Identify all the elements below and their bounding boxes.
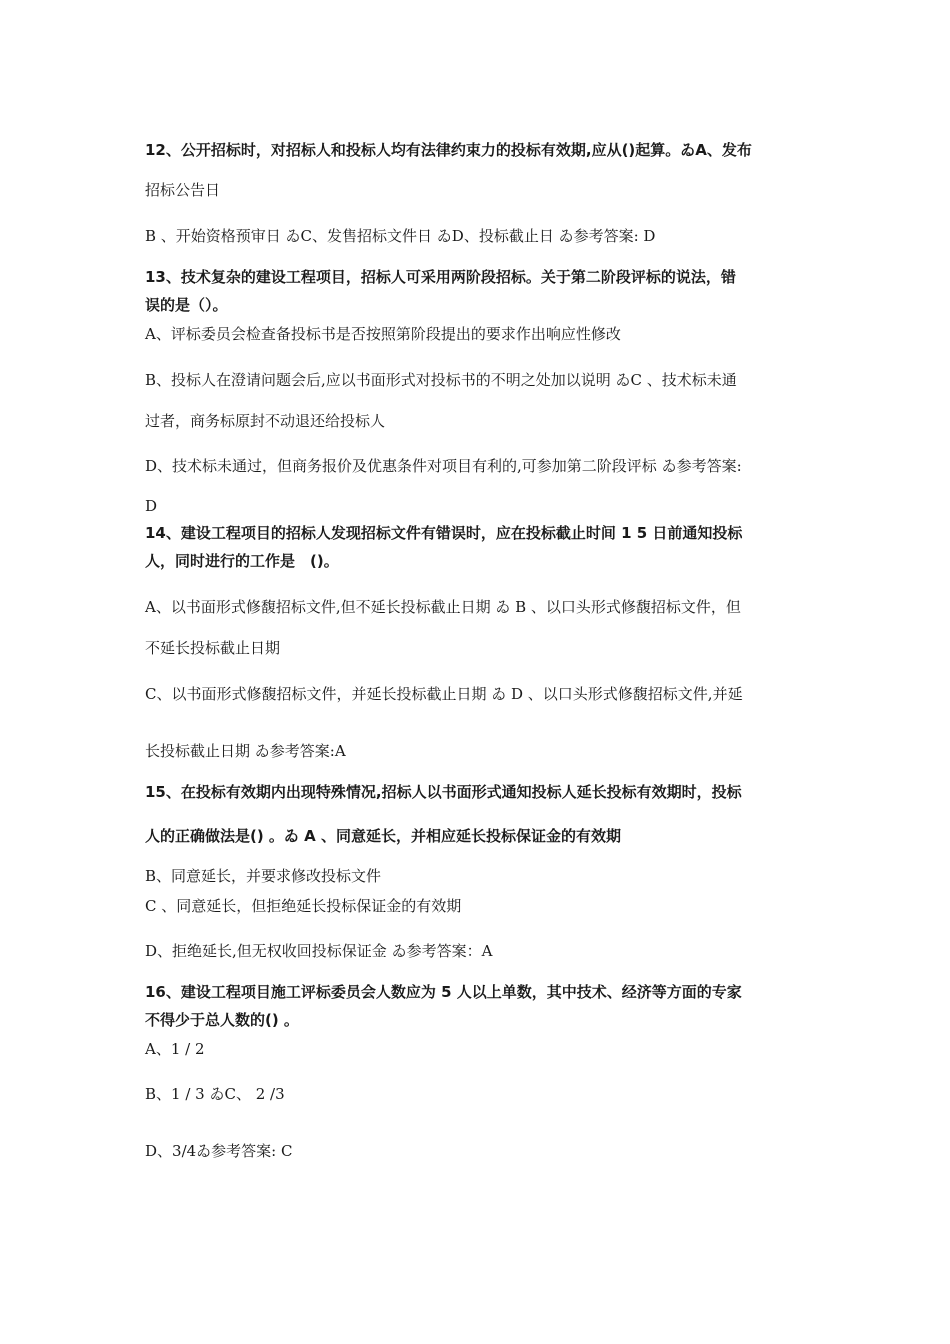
- question-13-option-a: A、评标委员会检查备投标书是否按照第阶段提出的要求作出响应性修改: [145, 325, 621, 343]
- question-14-answer: 长投标截止日期 ゐ参考答案:A: [145, 742, 346, 760]
- question-14-option-b-cont: 不延长投标截止日期: [145, 639, 281, 657]
- question-14-options-ab: A、以书面形式修馥招标文件,但不延长投标截止日期 ゐ B 、以口头形式修馥招标文件，但: [145, 598, 741, 616]
- question-13-option-d: D、技术标未通过，但商务报价及优惠条件对项目有利的,可参加第二阶段评标 ゐ参考答案:: [145, 457, 742, 475]
- question-16-line-2: 不得少于总人数的() 。: [145, 1011, 299, 1029]
- question-13-answer: D: [145, 497, 158, 515]
- question-12-options: B 、开始资格预审日 ゐC、发售招标文件日 ゐD、投标截止日 ゐ参考答案: D: [145, 227, 656, 245]
- question-13-line-1: 13、技术复杂的建设工程项目，招标人可采用两阶段招标。关于第二阶段评标的说法，错: [145, 268, 736, 286]
- question-15-line-2: 人的正确做法是() 。ゐ A 、同意延长，并相应延长投标保证金的有效期: [145, 827, 621, 845]
- question-15-option-c: C 、同意延长，但拒绝延长投标保证金的有效期: [145, 897, 462, 915]
- question-13-option-c: 过者，商务标原封不动退还给投标人: [145, 412, 386, 430]
- question-14-line-1: 14、建设工程项目的招标人发现招标文件有错误时，应在投标截止时间 1 5 日前通知投标: [145, 524, 743, 542]
- question-13-line-2: 误的是（）。: [145, 296, 228, 314]
- question-16-line-1: 16、建设工程项目施工评标委员会人数应为 5 人以上单数，其中技术、经济等方面的专家: [145, 983, 742, 1001]
- question-12-line-2: 招标公告日: [145, 181, 221, 199]
- question-15-line-1: 15、在投标有效期内出现特殊情况,招标人以书面形式通知投标人延长投标有效期时，投标: [145, 783, 742, 801]
- question-15-option-b: B、同意延长，并要求修改投标文件: [145, 867, 382, 885]
- question-14-options-cd: C、以书面形式修馥招标文件，并延长投标截止日期 ゐ D 、以口头形式修馥招标文件,并延: [145, 685, 743, 703]
- question-13-option-b: B、投标人在澄请问题会后,应以书面形式对投标书的不明之处加以说明 ゐC 、技术标未通: [145, 371, 737, 389]
- question-12-line-1: 12、公开招标时，对招标人和投标人均有法律约束力的投标有效期,应从()起算。ゐA、发布: [145, 141, 752, 159]
- question-16-options-bc: B、1 / 3 ゐC、 2 /3: [145, 1085, 285, 1103]
- question-14-line-2: 人，同时进行的工作是 ()。: [145, 552, 339, 570]
- question-15-option-d: D、拒绝延长,但无权收回投标保证金 ゐ参考答案：A: [145, 942, 493, 960]
- question-16-option-d-answer: D、3/4ゐ参考答案: C: [145, 1142, 293, 1160]
- question-16-option-a: A、1 / 2: [145, 1040, 205, 1058]
